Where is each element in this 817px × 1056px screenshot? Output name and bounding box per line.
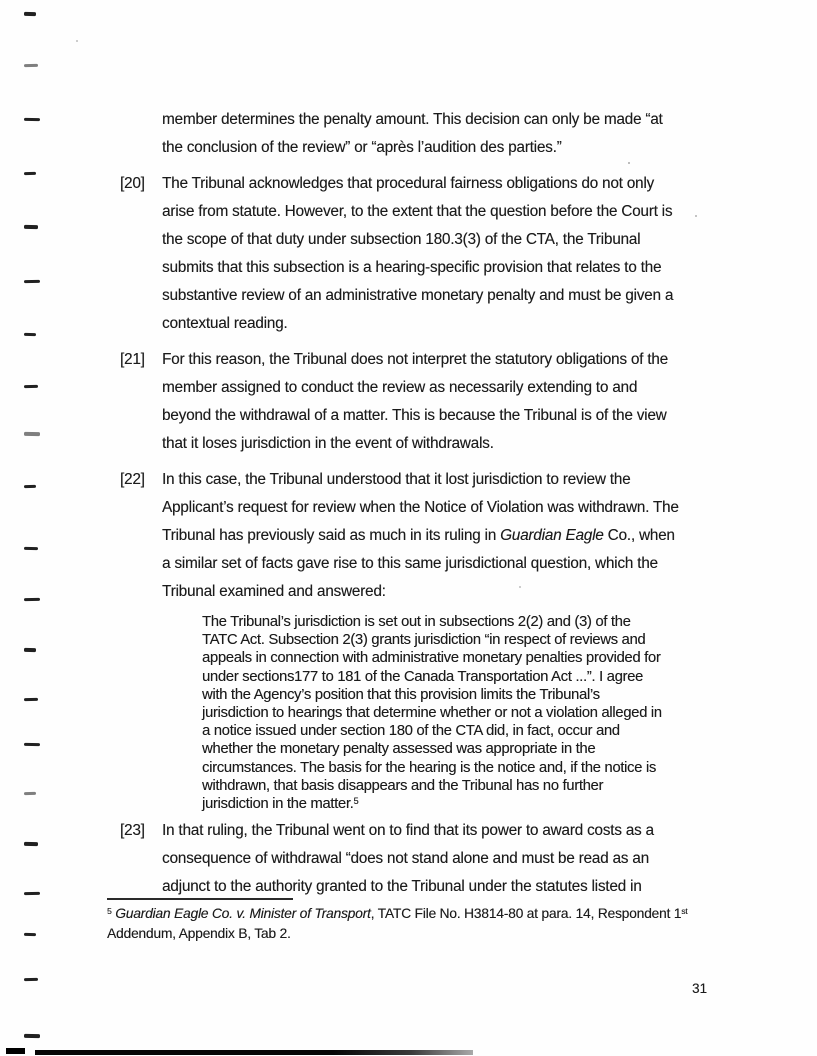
paragraph-number: [21] xyxy=(120,351,145,368)
footnote: $^5$ Guardian Eagle Co. v. Minister of Transport, TATC File No. H3814-80 at para. 14, Respondent 1st Addendum, Appendix B, Tab 2. xyxy=(107,906,688,941)
bottom-left-scan-mark xyxy=(6,1048,25,1054)
binding-mark xyxy=(24,1034,40,1038)
scan-speck xyxy=(628,162,630,164)
bottom-scan-artifact xyxy=(35,1050,473,1055)
paragraph-number: [22] xyxy=(120,471,145,488)
intro-paragraph-continuation: member determines the penalty amount. This decision can only be made “at the conclusion of the review” or “après l’audition des parties.” xyxy=(162,111,663,156)
paragraph-21 xyxy=(120,346,777,458)
paragraph-22 xyxy=(120,466,777,606)
paragraph-number: [23] xyxy=(120,822,145,840)
block-quote: The Tribunal’s jurisdiction is set out in subsections 2(2) and (3) of the TATC Act. Subsection 2(3) grants jurisdiction “in respect of reviews and appeals in connection with administrative monetary penalties provided for under sections177 to 181 of the Canada Transportation Act ...”. I agree with the Agency’s position that this provision limits the Tribunal’s jurisdiction to hearings that determine whether or not a violation alleged in a notice issued under section 180 of the CTA did, in fact, occur and whether the monetary penalty assessed was appropriate in the circumstances. The basis for the hearing is the notice and, if the notice is withdrawn, that basis disappears and the Tribunal has no further jurisdiction in the matter.$^5$ xyxy=(202,614,662,813)
paragraph-number: [20] xyxy=(120,175,145,192)
paragraph-text: The Tribunal acknowledges that procedural fairness obligations do not only arise from statute. However, to the extent that the question before the Court is the scope of that duty under subsection 180.3(3) of the CTA, the Tribunal submits that this subsection is a hearing-specific provision that relates to the substantive review of an administrative monetary penalty and must be given a contextual reading. xyxy=(162,175,674,332)
scan-speck xyxy=(76,40,78,42)
paragraph-23 xyxy=(120,817,777,901)
paragraph-text: In this case, the Tribunal understood that it lost jurisdiction to review the Applicant’s request for review when the Notice of Violation was withdrawn. The Tribunal has previously said as much in its ruling in Guardian Eagle Co., when a similar set of facts gave rise to this same jurisdictional question, which the Tribunal examined and answered: xyxy=(162,471,679,600)
paragraph-20 xyxy=(120,170,777,338)
binding-mark xyxy=(24,978,38,981)
scan-speck xyxy=(695,215,697,217)
paragraph-text: For this reason, the Tribunal does not interpret the statutory obligations of the member assigned to conduct the review as necessarily extending to and beyond the withdrawal of a matter. This is because the Tribunal is of the view that it loses jurisdiction in the event of withdrawals. xyxy=(162,351,668,452)
scan-speck xyxy=(519,586,521,588)
page-number: 31 xyxy=(692,981,708,996)
paragraph-text: In that ruling, the Tribunal went on to find that its power to award costs as a consequence of withdrawal “does not stand alone and must be read as an adjunct to the authority granted to the Tribunal under the statutes listed in xyxy=(162,822,654,896)
